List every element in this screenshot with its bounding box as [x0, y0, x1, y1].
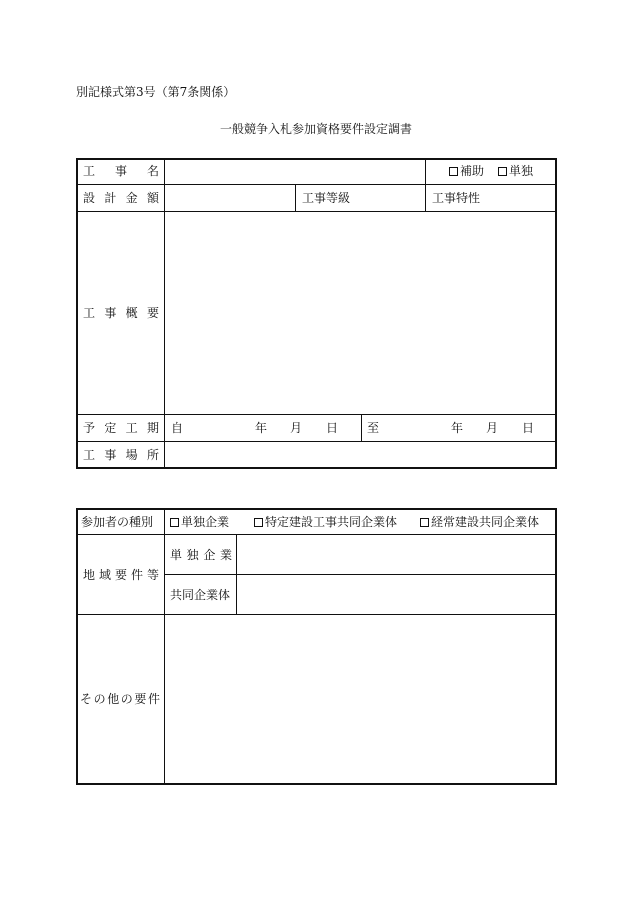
from-day-label: 日	[326, 421, 339, 435]
divider	[425, 158, 426, 211]
scheduled-period-label: 予 定 工 期	[83, 421, 159, 435]
page-title: 一般競争入札参加資格要件設定調書	[220, 122, 413, 136]
period-to-label: 至	[367, 421, 380, 435]
option-regular-jv[interactable]: 経常建設共同企業体	[420, 515, 539, 529]
construction-grade-label: 工事等級	[302, 191, 351, 205]
divider	[164, 508, 165, 785]
checkbox-icon	[170, 518, 179, 527]
other-requirements-field[interactable]	[168, 617, 554, 782]
divider	[361, 414, 362, 441]
divider	[76, 184, 557, 185]
divider	[236, 534, 237, 614]
checkbox-icon	[498, 167, 507, 176]
divider	[76, 414, 557, 415]
single-company-field[interactable]	[240, 537, 554, 572]
single-company-label: 単 独 企 業	[170, 548, 232, 562]
to-year-label: 年	[451, 421, 464, 435]
to-month-label: 月	[486, 421, 499, 435]
period-from-label: 自	[171, 421, 184, 435]
divider	[76, 534, 557, 535]
regional-requirements-label: 地 域 要 件 等	[83, 568, 159, 582]
checkbox-icon	[254, 518, 263, 527]
joint-venture-label: 共同企業体	[170, 588, 231, 602]
location-label: 工 事 場 所	[83, 448, 159, 462]
location-field[interactable]	[168, 444, 554, 467]
checkbox-icon	[420, 518, 429, 527]
divider	[76, 614, 557, 615]
divider	[295, 184, 296, 211]
construction-characteristic-label: 工事特性	[432, 191, 481, 205]
option-specific-jv[interactable]: 特定建設工事共同企業体	[254, 515, 397, 529]
divider	[164, 574, 557, 575]
joint-venture-field[interactable]	[240, 577, 554, 612]
overview-field[interactable]	[168, 214, 554, 412]
project-name-field[interactable]	[168, 160, 423, 183]
to-day-label: 日	[522, 421, 535, 435]
divider	[76, 211, 557, 212]
divider	[76, 441, 557, 442]
participant-type-label: 参加者の種別	[81, 515, 154, 529]
checkbox-icon	[449, 167, 458, 176]
single-checkbox[interactable]: 単独	[498, 164, 533, 178]
design-amount-label: 設 計 金 額	[83, 191, 159, 205]
overview-label: 工 事 概 要	[83, 306, 159, 320]
design-amount-field[interactable]	[168, 187, 293, 210]
from-year-label: 年	[255, 421, 268, 435]
project-name-label: 工 事 名	[83, 164, 159, 178]
option-single-company[interactable]: 単独企業	[170, 515, 229, 529]
other-requirements-label: そ の 他 の 要 件	[80, 692, 160, 706]
form-reference: 別記様式第3号（第7条関係）	[76, 85, 236, 99]
from-month-label: 月	[290, 421, 303, 435]
divider	[164, 158, 165, 469]
subsidy-checkbox[interactable]: 補助	[449, 164, 484, 178]
